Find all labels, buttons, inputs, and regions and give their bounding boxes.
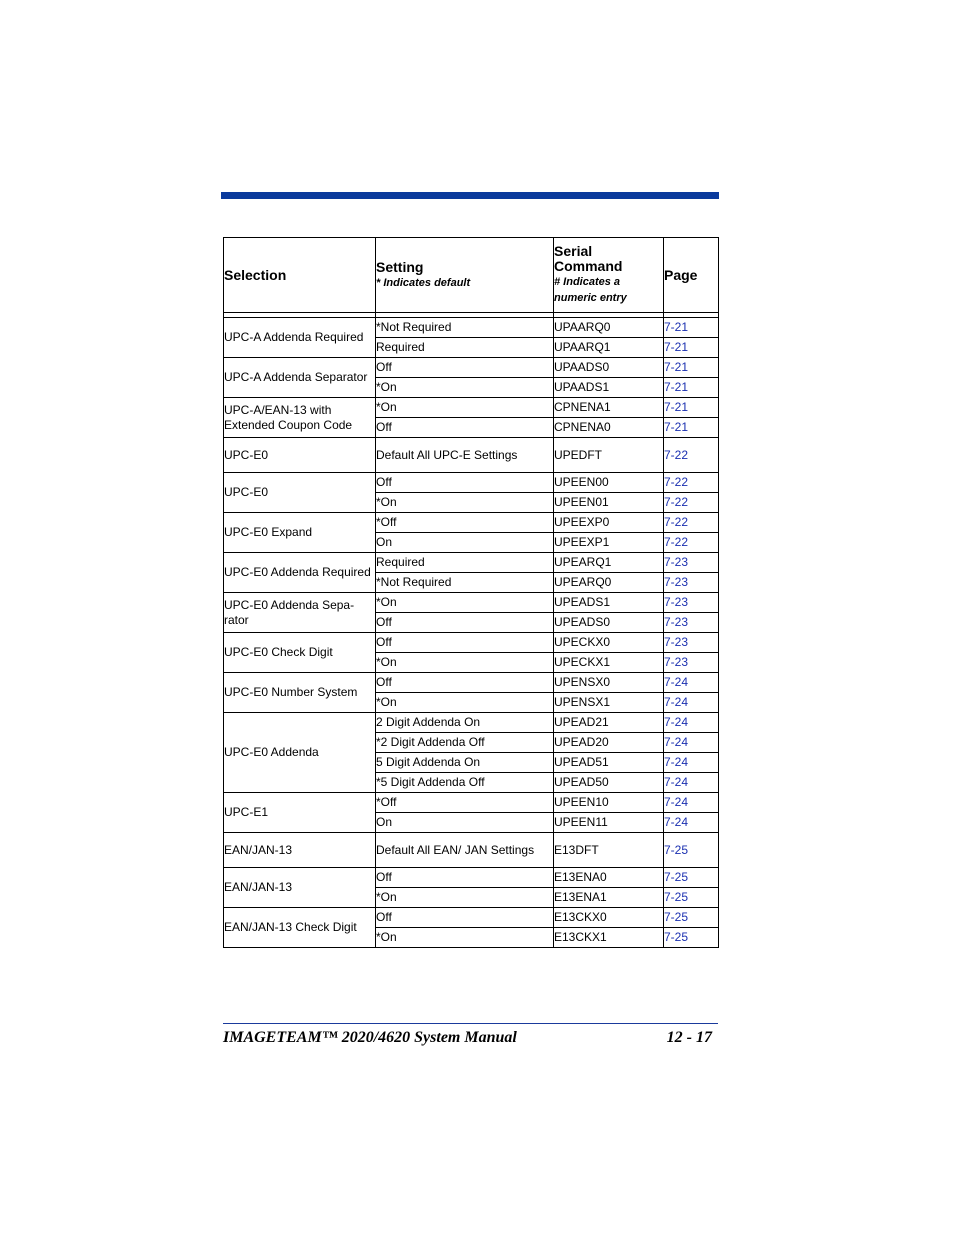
serial-command-cell: UPAADS0 — [554, 358, 664, 378]
serial-command-cell: UPEAD21 — [554, 713, 664, 733]
serial-command-cell: UPEARQ1 — [554, 553, 664, 573]
setting-cell: *Not Required — [376, 318, 554, 338]
selection-cell: EAN/JAN-13 — [224, 833, 376, 868]
table-row — [224, 513, 719, 533]
setting-cell: On — [376, 813, 554, 833]
page-link[interactable]: 7-25 — [664, 908, 719, 928]
selection-cell: UPC-A/EAN-13 with Extended Coupon Code — [224, 398, 376, 438]
setting-cell: *On — [376, 653, 554, 673]
serial-command-cell: E13ENA0 — [554, 868, 664, 888]
page-link[interactable]: 7-24 — [664, 773, 719, 793]
page-link[interactable]: 7-24 — [664, 813, 719, 833]
table-row — [224, 593, 719, 613]
page-link[interactable]: 7-25 — [664, 888, 719, 908]
page-link[interactable]: 7-22 — [664, 493, 719, 513]
page-link[interactable]: 7-23 — [664, 553, 719, 573]
table-row — [224, 868, 719, 888]
setting-cell: *On — [376, 693, 554, 713]
table-row — [224, 553, 719, 573]
serial-command-cell: UPAARQ1 — [554, 338, 664, 358]
serial-command-cell: UPAARQ0 — [554, 318, 664, 338]
page-link[interactable]: 7-25 — [664, 868, 719, 888]
table-body — [224, 318, 719, 948]
table-row — [224, 833, 719, 868]
page-link[interactable]: 7-25 — [664, 833, 719, 868]
setting-cell: 5 Digit Addenda On — [376, 753, 554, 773]
serial-command-cell: UPEARQ0 — [554, 573, 664, 593]
setting-cell: *On — [376, 378, 554, 398]
serial-command-cell: UPEEXP0 — [554, 513, 664, 533]
serial-command-cell: UPEDFT — [554, 438, 664, 473]
page-link[interactable]: 7-21 — [664, 418, 719, 438]
selection-cell: UPC-E0 Addenda Sepa- rator — [224, 593, 376, 633]
page-link[interactable]: 7-24 — [664, 753, 719, 773]
setting-cell: 2 Digit Addenda On — [376, 713, 554, 733]
serial-command-cell: UPAADS1 — [554, 378, 664, 398]
footer-page-number: 12 - 17 — [666, 1029, 712, 1046]
page-link[interactable]: 7-22 — [664, 513, 719, 533]
page-link[interactable]: 7-22 — [664, 438, 719, 473]
selection-cell: UPC-A Addenda Required — [224, 318, 376, 358]
serial-command-table — [223, 237, 719, 948]
page-link[interactable]: 7-22 — [664, 473, 719, 493]
serial-command-cell: UPEAD51 — [554, 753, 664, 773]
page-link[interactable]: 7-21 — [664, 358, 719, 378]
serial-command-cell: E13CKX0 — [554, 908, 664, 928]
selection-cell: UPC-E1 — [224, 793, 376, 833]
header-serial-command — [554, 238, 664, 313]
setting-cell: *5 Digit Addenda Off — [376, 773, 554, 793]
selection-cell: UPC-A Addenda Separator — [224, 358, 376, 398]
table-row — [224, 358, 719, 378]
selection-cell: UPC-E0 Addenda — [224, 713, 376, 793]
selection-cell: UPC-E0 — [224, 438, 376, 473]
serial-command-cell: E13CKX1 — [554, 928, 664, 948]
table-row — [224, 673, 719, 693]
serial-command-cell: UPEEN10 — [554, 793, 664, 813]
footer-title: IMAGETEAM™ 2020/4620 System Manual — [223, 1029, 517, 1046]
table-row — [224, 793, 719, 813]
table-row — [224, 473, 719, 493]
setting-cell: *Not Required — [376, 573, 554, 593]
setting-cell: On — [376, 533, 554, 553]
page-link[interactable]: 7-24 — [664, 733, 719, 753]
setting-cell: Required — [376, 338, 554, 358]
page-link[interactable]: 7-23 — [664, 633, 719, 653]
page-link[interactable]: 7-23 — [664, 593, 719, 613]
selection-cell: EAN/JAN-13 Check Digit — [224, 908, 376, 948]
table-row — [224, 908, 719, 928]
serial-command-cell: E13ENA1 — [554, 888, 664, 908]
setting-cell: Off — [376, 633, 554, 653]
setting-cell: *On — [376, 593, 554, 613]
setting-cell: *Off — [376, 513, 554, 533]
table-row — [224, 398, 719, 418]
header-page: Page — [664, 238, 719, 313]
page-link[interactable]: 7-24 — [664, 693, 719, 713]
page-link[interactable]: 7-23 — [664, 573, 719, 593]
table-row — [224, 633, 719, 653]
selection-cell: UPC-E0 Expand — [224, 513, 376, 553]
setting-cell: Default All EAN/ JAN Settings — [376, 833, 554, 868]
header-setting-note: * Indicates default — [376, 276, 471, 289]
page-link[interactable]: 7-22 — [664, 533, 719, 553]
header-setting — [376, 238, 554, 313]
serial-command-cell: UPEAD20 — [554, 733, 664, 753]
setting-cell: *On — [376, 398, 554, 418]
serial-command-cell: UPEAD50 — [554, 773, 664, 793]
page-link[interactable]: 7-23 — [664, 613, 719, 633]
table-header-row — [224, 238, 719, 313]
serial-command-cell: E13DFT — [554, 833, 664, 868]
setting-cell: Required — [376, 553, 554, 573]
selection-cell: UPC-E0 Check Digit — [224, 633, 376, 673]
footer-rule — [223, 1023, 718, 1024]
setting-cell: Off — [376, 358, 554, 378]
setting-cell: *On — [376, 888, 554, 908]
page-link[interactable]: 7-21 — [664, 378, 719, 398]
serial-command-cell: UPECKX0 — [554, 633, 664, 653]
setting-cell: Off — [376, 418, 554, 438]
header-setting-label: Setting — [376, 258, 424, 275]
table-row — [224, 438, 719, 473]
setting-cell: *2 Digit Addenda Off — [376, 733, 554, 753]
page-link[interactable]: 7-21 — [664, 398, 719, 418]
serial-command-cell: UPEEN01 — [554, 493, 664, 513]
page-link[interactable]: 7-24 — [664, 713, 719, 733]
setting-cell: Off — [376, 908, 554, 928]
page-link[interactable]: 7-24 — [664, 673, 719, 693]
selection-cell: EAN/JAN-13 — [224, 868, 376, 908]
selection-cell: UPC-E0 Addenda Required — [224, 553, 376, 593]
selection-cell: UPC-E0 Number System — [224, 673, 376, 713]
setting-cell: Off — [376, 868, 554, 888]
setting-cell: Default All UPC-E Settings — [376, 438, 554, 473]
serial-command-cell: UPEEN11 — [554, 813, 664, 833]
page-link[interactable]: 7-21 — [664, 338, 719, 358]
header-selection: Selection — [224, 238, 376, 313]
header-accent-bar — [221, 192, 719, 199]
serial-command-cell: UPEEN00 — [554, 473, 664, 493]
serial-command-cell: UPEADS1 — [554, 593, 664, 613]
serial-command-cell: UPECKX1 — [554, 653, 664, 673]
page-link[interactable]: 7-21 — [664, 318, 719, 338]
setting-cell: *On — [376, 928, 554, 948]
setting-cell: Off — [376, 673, 554, 693]
serial-command-cell: UPENSX0 — [554, 673, 664, 693]
serial-command-cell: UPEADS0 — [554, 613, 664, 633]
serial-command-cell: UPEEXP1 — [554, 533, 664, 553]
serial-command-cell: UPENSX1 — [554, 693, 664, 713]
serial-command-cell: CPNENA0 — [554, 418, 664, 438]
setting-cell: Off — [376, 613, 554, 633]
header-serial-label: Serial Command — [554, 243, 623, 274]
page-link[interactable]: 7-25 — [664, 928, 719, 948]
table-row — [224, 713, 719, 733]
page-link[interactable]: 7-24 — [664, 793, 719, 813]
serial-command-cell: CPNENA1 — [554, 398, 664, 418]
selection-cell: UPC-E0 — [224, 473, 376, 513]
page-link[interactable]: 7-23 — [664, 653, 719, 673]
header-serial-note: # Indicates a numeric entry — [554, 276, 627, 304]
table-row — [224, 318, 719, 338]
setting-cell: Off — [376, 473, 554, 493]
setting-cell: *On — [376, 493, 554, 513]
setting-cell: *Off — [376, 793, 554, 813]
